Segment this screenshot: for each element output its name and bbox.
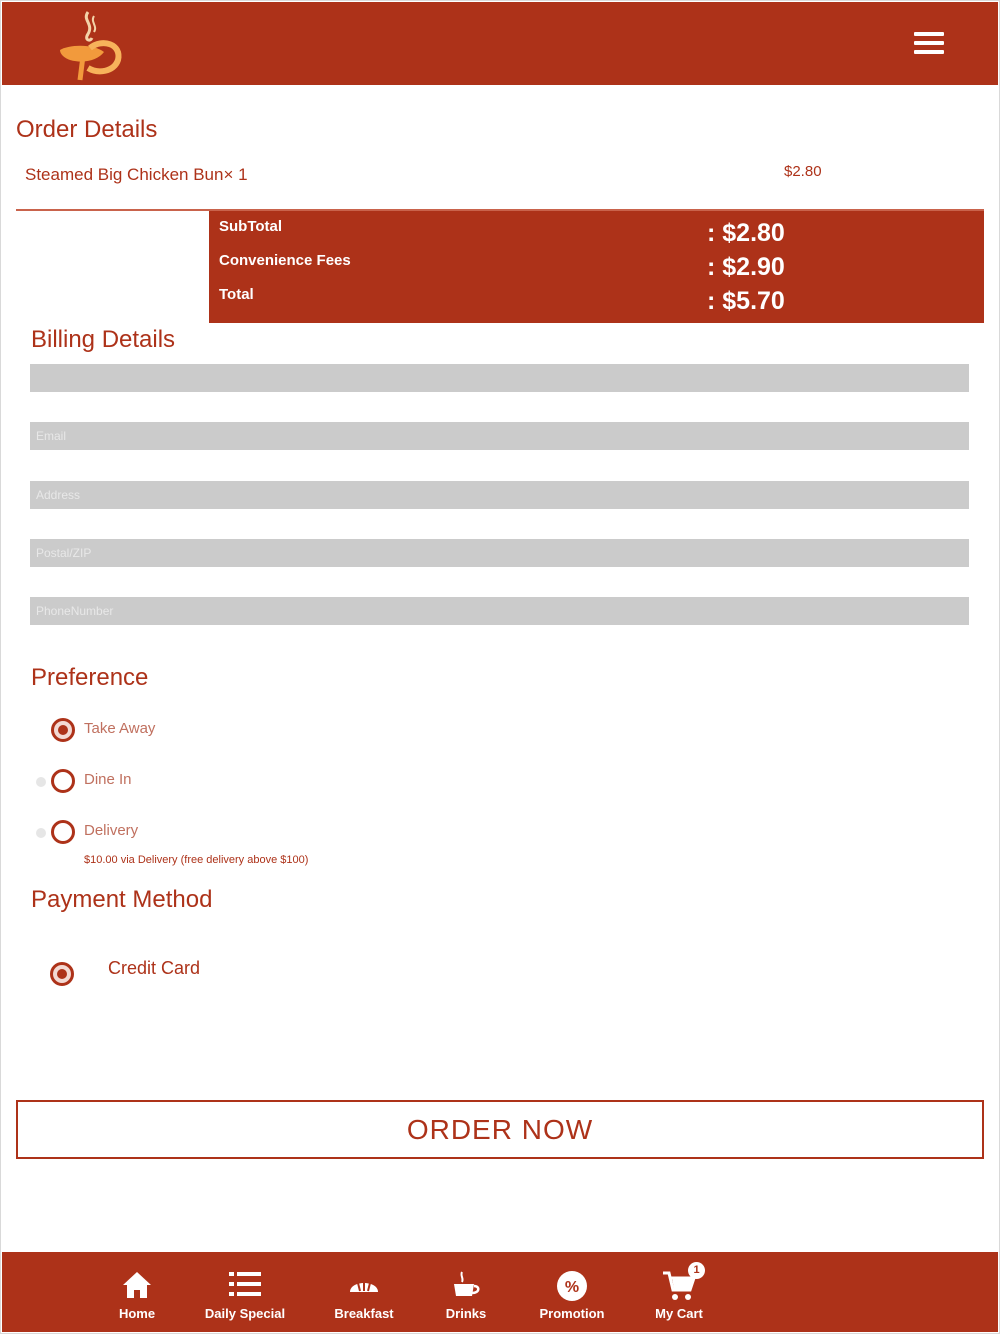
bottom-nav (2, 1252, 998, 1332)
home-icon (121, 1270, 153, 1300)
nav-my-cart-label: My Cart (655, 1306, 703, 1321)
dine-in-radio[interactable] (51, 769, 75, 793)
subtotal-label: SubTotal (219, 218, 283, 235)
postal-zip-field[interactable] (30, 539, 969, 567)
nav-home[interactable] (106, 1252, 168, 1332)
hamburger-menu-icon[interactable] (914, 32, 944, 58)
subtotal-value: : $2.80 (707, 219, 785, 247)
total-label: Total (219, 286, 254, 303)
bread-icon (348, 1270, 380, 1298)
delivery-note: $10.00 via Delivery (free delivery above $100) (84, 854, 309, 866)
billing-details-title: Billing Details (31, 326, 176, 353)
nav-promotion[interactable] (530, 1252, 614, 1332)
total-value: : $5.70 (707, 287, 785, 315)
nav-promotion-label: Promotion (539, 1306, 605, 1321)
name-field[interactable] (30, 364, 969, 392)
delivery-radio[interactable] (51, 820, 75, 844)
take-away-label: Take Away (84, 720, 156, 737)
nav-drinks[interactable] (434, 1252, 498, 1332)
phone-number-field[interactable] (30, 597, 969, 625)
take-away-radio[interactable] (51, 718, 75, 742)
order-details-title: Order Details (16, 116, 158, 143)
delivery-label: Delivery (84, 822, 139, 839)
preference-title: Preference (31, 664, 149, 691)
nav-my-cart[interactable] (646, 1252, 712, 1332)
cart-count-badge: 1 (688, 1262, 705, 1279)
coffee-cup-logo-icon[interactable] (54, 8, 126, 84)
email-field[interactable] (30, 422, 969, 450)
delivery-dot (36, 828, 46, 838)
percent-icon (556, 1270, 588, 1302)
dine-in-label: Dine In (84, 771, 132, 788)
nav-breakfast[interactable] (324, 1252, 404, 1332)
app-header (2, 2, 998, 85)
credit-card-radio[interactable] (50, 962, 74, 986)
nav-daily-special[interactable] (195, 1252, 295, 1332)
convenience-fees-value: : $2.90 (707, 253, 785, 281)
nav-daily-special-label: Daily Special (204, 1306, 286, 1321)
order-now-button[interactable]: ORDER NOW (16, 1100, 984, 1159)
totals-panel (209, 211, 984, 323)
svg-text:%: % (564, 1279, 580, 1296)
order-item-name: Steamed Big Chicken Bun× 1 (25, 165, 248, 184)
nav-breakfast-label: Breakfast (334, 1306, 394, 1321)
nav-drinks-label: Drinks (445, 1306, 487, 1321)
coffee-cup-icon (450, 1270, 482, 1300)
convenience-fees-label: Convenience Fees (219, 252, 351, 269)
address-field[interactable] (30, 481, 969, 509)
list-icon (229, 1270, 261, 1298)
order-item-price: $2.80 (784, 163, 822, 180)
dine-in-dot (36, 777, 46, 787)
nav-home-label: Home (118, 1306, 156, 1321)
payment-method-title: Payment Method (31, 886, 213, 913)
credit-card-label[interactable]: Credit Card (108, 958, 201, 978)
